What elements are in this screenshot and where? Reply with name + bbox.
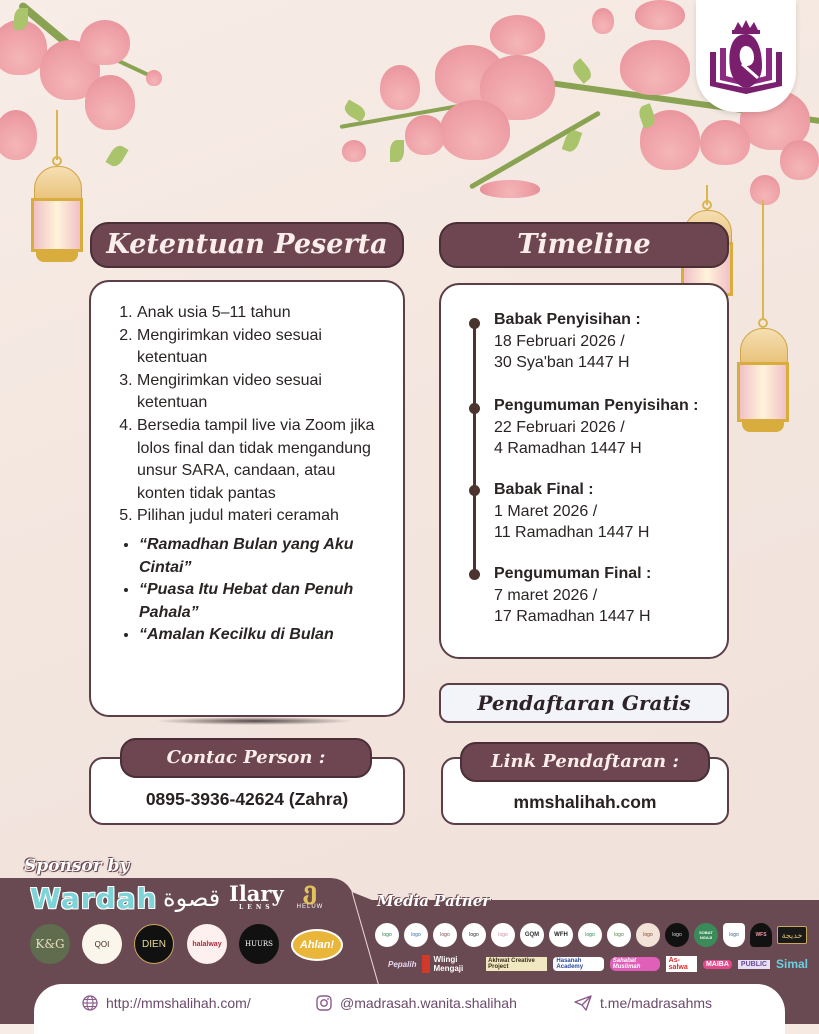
sponsor-logo-dien: DIEN: [134, 924, 174, 964]
media-partner-logo: خديجة: [777, 926, 807, 944]
sponsor-title: Sponsor by: [24, 856, 130, 876]
media-partner-akhwat: Akhwat Creative Project: [486, 957, 547, 971]
free-registration-badge: Pendaftaran Gratis: [439, 683, 729, 723]
timeline-dot: [469, 569, 480, 580]
timeline-item-hijri: 30 Sya'ban 1447 H: [494, 354, 630, 371]
sponsor-qoswah: قصوة: [163, 884, 221, 912]
timeline-item-date: 22 Februari 2026 /: [494, 418, 625, 436]
media-partner-assalwa: As-salwa: [666, 956, 697, 972]
media-partner-hasanah: Hasanah Academy: [553, 957, 603, 971]
footer-website[interactable]: [82, 995, 251, 1011]
sponsor-ilary: [229, 881, 284, 912]
timeline-item-label: Babak Final: [494, 481, 584, 498]
registration-link[interactable]: mmshalihah.com: [513, 792, 657, 812]
sponsor-logo-kg: K&G: [30, 924, 70, 964]
telegram-icon: [574, 995, 592, 1011]
timeline-dot: [469, 403, 480, 414]
timeline-item-date: 1 Maret 2026 /: [494, 502, 598, 520]
rule-item: 3. Mengirimkan video sesuai ketentuan: [137, 370, 387, 415]
footer-telegram[interactable]: [574, 995, 712, 1011]
sponsor-heluw: [290, 878, 330, 910]
topic-item: • “Ramadhan Bulan yang Aku Cintai”: [139, 534, 387, 579]
media-partner-wlingi: Wlingi Mengaji: [422, 955, 480, 973]
timeline-item: Pengumuman Penyisihan : 22 Februari 2026 / 4 Ramadhan 1447 H: [494, 395, 699, 460]
media-partner-public: PUBLIC: [738, 960, 770, 969]
rule-item: 1. Anak usia 5–11 tahun: [137, 302, 387, 325]
contact-header: Contac Person :: [120, 738, 372, 778]
sponsor-logo-ahlan: Ahlan!: [291, 929, 343, 961]
media-partner-logo: GQM: [520, 923, 544, 947]
media-partner-logo: logo: [607, 923, 631, 947]
media-partner-logo: logo: [433, 923, 457, 947]
footer-website-text: http://mmshalihah.com/: [106, 995, 251, 1011]
media-partner-logo: WFS: [750, 923, 772, 947]
instagram-icon: [316, 995, 332, 1011]
media-partner-logo: logo: [636, 923, 660, 947]
sponsor-ilary-sub: LENS: [239, 904, 274, 911]
lantern-left: [28, 0, 86, 290]
timeline-item-date: 7 maret 2026 /: [494, 586, 598, 604]
media-partner-row-2: [388, 953, 808, 975]
media-partner-simal: Simal: [775, 957, 808, 971]
sponsor-wardah: Wardah: [30, 882, 158, 915]
card-shadow: [155, 717, 355, 725]
media-partner-logo: logo: [578, 923, 602, 947]
media-partner-logo: logo: [665, 923, 689, 947]
media-partner-logo: SOBAT NGAJI: [694, 923, 718, 947]
logo-badge: [696, 0, 796, 112]
timeline-item: Babak Final : 1 Maret 2026 / 11 Ramadhan 1447 H: [494, 479, 649, 544]
timeline-item-hijri: 4 Ramadhan 1447 H: [494, 440, 642, 457]
registration-link-header: Link Pendaftaran :: [460, 742, 710, 782]
media-partner-logo: logo: [375, 923, 399, 947]
ketentuan-peserta-header: Ketentuan Peserta: [90, 222, 404, 268]
footer-telegram-text: t.me/madrasahms: [600, 995, 713, 1011]
timeline-item: Pengumuman Final : 7 maret 2026 / 17 Ramadhan 1447 H: [494, 563, 651, 628]
media-partner-logo: logo: [462, 923, 486, 947]
madrasah-logo-icon: [696, 8, 796, 108]
rule-item: 5. Pilihan judul materi ceramah: [137, 505, 387, 528]
media-partner-maiba: MAIBA: [703, 960, 732, 969]
timeline-header: Timeline: [439, 222, 729, 268]
sponsor-heluw-label: HELUW: [296, 904, 324, 910]
contact-phone[interactable]: 0895-3936-42624 (Zahra): [145, 789, 349, 809]
timeline-item-label: Pengumuman Penyisihan: [494, 397, 689, 414]
timeline-item-date: 18 Februari 2026 /: [494, 332, 625, 350]
timeline-item: Babak Penyisihan : 18 Februari 2026 / 30 Sya'ban 1447 H: [494, 309, 641, 374]
footer-instagram[interactable]: [316, 995, 517, 1011]
globe-icon: [82, 995, 98, 1011]
ketentuan-list: [117, 302, 387, 647]
timeline-dot: [469, 318, 480, 329]
media-partner-logo: logo: [723, 923, 745, 947]
media-partner-logo: logo: [491, 923, 515, 947]
footer-instagram-text: @madrasah.wanita.shalihah: [340, 995, 517, 1011]
timeline-item-label: Pengumuman Final: [494, 565, 642, 582]
media-partner-sahabat: Sahabat Muslimah: [610, 957, 660, 971]
media-partner-logo: WFH: [549, 923, 573, 947]
media-partner-row-1: [375, 923, 815, 949]
topic-item: • “Puasa Itu Hebat dan Penuh Pahala”: [139, 579, 387, 624]
timeline-dot: [469, 485, 480, 496]
topic-item: • “Amalan Kecilku di Bulan: [139, 624, 387, 647]
timeline-item-label: Babak Penyisihan: [494, 311, 631, 328]
rule-item: 2. Mengirimkan video sesuai ketentuan: [137, 325, 387, 370]
media-partner-logo: logo: [404, 923, 428, 947]
media-partner-pepalih: Pepalih: [388, 959, 417, 969]
timeline-item-hijri: 17 Ramadhan 1447 H: [494, 608, 651, 625]
sponsor-logo-halalway: halalway: [187, 924, 227, 964]
sponsor-logo-huurs: HUURS: [239, 924, 279, 964]
heluw-logo-icon: ე: [302, 876, 318, 905]
flower-branch-left: [0, 0, 180, 170]
media-partner-title: Media Patner: [377, 892, 491, 910]
sponsor-ilary-name: Ilary: [229, 881, 284, 906]
timeline-item-hijri: 11 Ramadhan 1447 H: [494, 524, 650, 541]
rule-item: 4. Bersedia tampil live via Zoom jika lolos final dan tidak mengandung unsur SARA, candaan, atau konten tidak pantas: [137, 415, 387, 505]
timeline-line: [473, 323, 476, 575]
sponsor-logo-qoi: QOI: [82, 924, 122, 964]
